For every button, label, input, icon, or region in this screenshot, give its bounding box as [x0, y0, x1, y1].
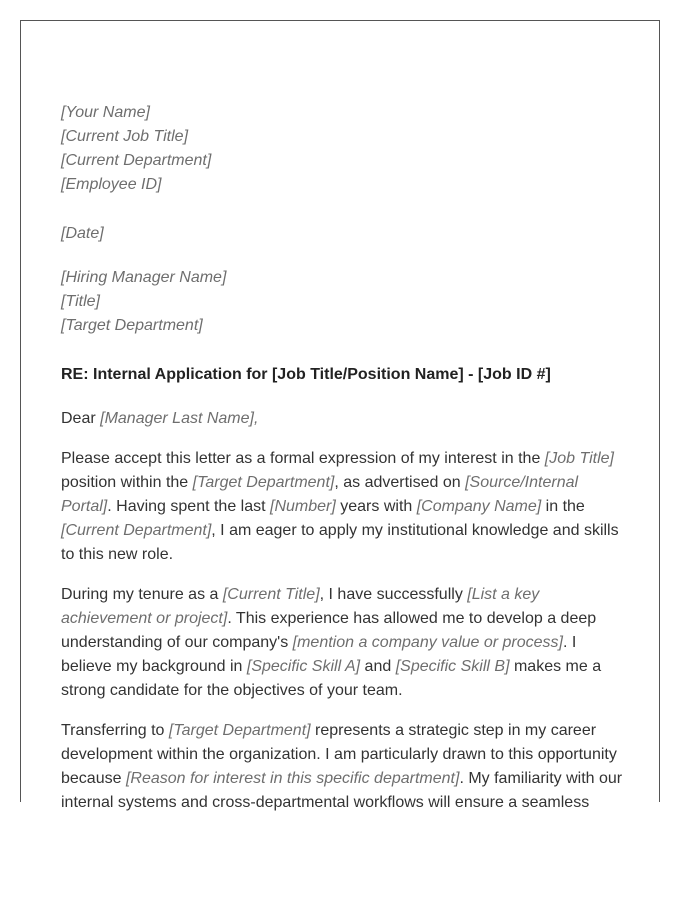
- recipient-block: [61, 266, 627, 338]
- p3-text-2: represents a strategic step in my career development within the organization. I am particularly drawn to this opportunity because: [61, 722, 617, 787]
- p2-placeholder-3: [mention a company value or process]: [292, 634, 563, 651]
- p1-text-3: , as advertised on: [334, 474, 466, 491]
- paragraph-2: [61, 583, 627, 703]
- p1-text-1: Please accept this letter as a formal expression of my interest in the: [61, 450, 545, 467]
- p1-placeholder-2: [Target Department]: [192, 474, 335, 491]
- p1-placeholder-5: [Company Name]: [416, 498, 542, 515]
- subject-line: RE: Internal Application for [Job Title/Position Name] - [Job ID #]: [61, 366, 551, 383]
- p2-text-4: . I believe my background in: [61, 634, 577, 675]
- p2-placeholder-1: [Current Title]: [222, 586, 320, 603]
- p2-text-2: , I have successfully: [319, 586, 468, 603]
- sender-department: [Current Department]: [61, 152, 212, 169]
- p2-placeholder-4: [Specific Skill A]: [246, 658, 361, 675]
- p2-placeholder-2: [List a key achievement or project]: [61, 586, 540, 627]
- letter-page: [20, 20, 660, 811]
- sender-employee-id: [Employee ID]: [61, 176, 162, 193]
- recipient-department: [Target Department]: [61, 317, 203, 334]
- p1-text-6: in the: [541, 498, 585, 515]
- p3-text-3: . My familiarity with our internal systems and cross-departmental workflows will ensure a seamless: [61, 770, 623, 811]
- p2-text-1: During my tenure as a: [61, 586, 223, 603]
- letter-date: [Date]: [61, 225, 104, 242]
- letter-content: [61, 101, 627, 815]
- p3-text-1: Transferring to: [61, 722, 169, 739]
- p2-text-6: makes me a strong candidate for the objectives of your team.: [61, 658, 602, 699]
- p2-text-3: . This experience has allowed me to develop a deep understanding of our company's: [61, 610, 597, 651]
- p3-placeholder-2: [Reason for interest in this specific department]: [125, 770, 460, 787]
- p3-placeholder-1: [Target Department]: [168, 722, 311, 739]
- recipient-name: [Hiring Manager Name]: [61, 269, 227, 286]
- sender-job-title: [Current Job Title]: [61, 128, 189, 145]
- paragraph-1: [61, 447, 627, 567]
- p2-placeholder-5: [Specific Skill B]: [395, 658, 510, 675]
- recipient-title: [Title]: [61, 293, 100, 310]
- p1-text-2: position within the: [61, 474, 193, 491]
- p1-placeholder-1: [Job Title]: [544, 450, 614, 467]
- p2-text-5: and: [360, 658, 396, 675]
- p1-placeholder-4: [Number]: [270, 498, 336, 515]
- p1-text-5: years with: [335, 498, 417, 515]
- salutation-name: [Manager Last Name]: [100, 410, 254, 427]
- date-block: [61, 222, 627, 246]
- p1-text-7: , I am eager to apply my institutional knowledge and skills to this new role.: [61, 522, 619, 563]
- salutation-suffix: ,: [253, 410, 259, 427]
- sender-block: [61, 101, 627, 197]
- salutation: [61, 407, 627, 431]
- p1-placeholder-6: [Current Department]: [61, 522, 212, 539]
- salutation-prefix: Dear: [61, 410, 101, 427]
- sender-name: [Your Name]: [61, 104, 150, 121]
- paragraph-3: [61, 719, 627, 815]
- p1-placeholder-3: [Source/Internal Portal]: [61, 474, 579, 515]
- p1-text-4: . Having spent the last: [107, 498, 271, 515]
